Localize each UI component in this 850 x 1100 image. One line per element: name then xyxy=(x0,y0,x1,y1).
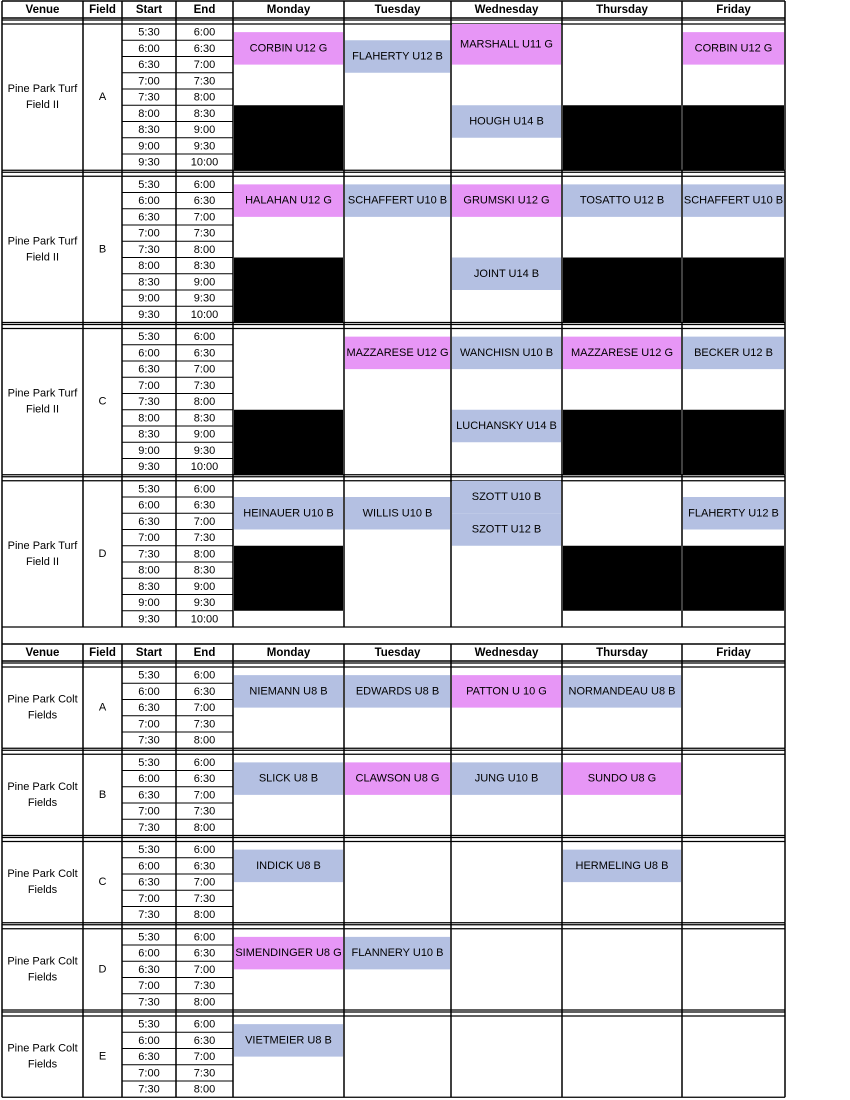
end-time: 10:00 xyxy=(190,156,219,169)
end-time: 7:00 xyxy=(193,963,216,976)
end-time: 6:30 xyxy=(193,773,216,786)
reservation-label: NORMANDEAU U8 B xyxy=(568,685,676,698)
reservation-label: JUNG U10 B xyxy=(474,772,539,785)
start-time: 7:00 xyxy=(138,75,160,88)
end-time: 8:00 xyxy=(193,396,216,409)
column-header-monday: Monday xyxy=(266,4,311,16)
field-letter: D xyxy=(98,963,107,976)
start-time: 7:00 xyxy=(138,892,160,905)
field-letter: E xyxy=(98,1050,107,1063)
field-letter: B xyxy=(98,788,107,801)
start-time: 7:30 xyxy=(138,91,160,104)
reservation-label: WILLIS U10 B xyxy=(362,507,433,520)
end-time: 8:00 xyxy=(193,1083,216,1096)
start-time: 9:30 xyxy=(138,156,160,169)
end-time: 9:30 xyxy=(193,597,216,610)
end-time: 6:00 xyxy=(193,844,216,857)
reservation-label: FLANNERY U10 B xyxy=(351,947,444,960)
end-time: 7:00 xyxy=(193,59,216,72)
end-time: 6:30 xyxy=(193,42,216,55)
start-time: 6:00 xyxy=(138,42,160,55)
start-time: 6:30 xyxy=(138,211,160,224)
start-time: 6:30 xyxy=(138,963,160,976)
blocked-slot xyxy=(683,546,784,611)
blocked-slot xyxy=(234,105,343,170)
column-header-friday: Friday xyxy=(716,4,751,16)
start-time: 9:30 xyxy=(138,308,160,321)
venue-name: Pine Park Colt xyxy=(7,955,78,968)
venue-name: Field II xyxy=(25,251,60,264)
field-letter: C xyxy=(98,876,107,889)
reservation-label: GRUMSKI U12 G xyxy=(463,194,550,207)
start-time: 5:30 xyxy=(138,669,160,682)
end-time: 9:00 xyxy=(193,276,216,289)
reservation-label: HOUGH U14 B xyxy=(469,115,544,128)
reservation-label: MARSHALL U11 G xyxy=(460,38,553,51)
venue-name: Pine Park Colt xyxy=(7,868,78,881)
reservation-label: SCHAFFERT U10 B xyxy=(683,194,784,207)
start-time: 7:00 xyxy=(138,379,160,392)
end-time: 8:00 xyxy=(193,91,216,104)
reservation-label: HEINAUER U10 B xyxy=(243,507,334,520)
reservation-label: JOINT U14 B xyxy=(473,267,540,280)
end-time: 9:00 xyxy=(193,580,216,593)
reservation-label: VIETMEIER U8 B xyxy=(245,1034,332,1047)
end-time: 7:30 xyxy=(193,892,216,905)
end-time: 7:30 xyxy=(193,718,216,731)
start-time: 9:00 xyxy=(138,140,160,153)
start-time: 8:00 xyxy=(138,260,160,273)
start-time: 8:30 xyxy=(138,580,160,593)
end-time: 6:00 xyxy=(193,26,216,39)
blocked-slot xyxy=(234,410,343,475)
blocked-slot xyxy=(563,258,681,323)
start-time: 6:00 xyxy=(138,947,160,960)
column-header-wednesday: Wednesday xyxy=(474,647,539,659)
end-time: 8:30 xyxy=(193,260,216,273)
end-time: 6:00 xyxy=(193,931,216,944)
column-header-venue: Venue xyxy=(25,4,60,16)
start-time: 6:00 xyxy=(138,499,160,512)
reservation-label: INDICK U8 B xyxy=(256,859,321,872)
start-time: 6:30 xyxy=(138,363,160,376)
field-letter: A xyxy=(98,701,107,714)
venue-name: Pine Park Turf xyxy=(7,539,78,552)
reservation-label: NIEMANN U8 B xyxy=(249,685,328,698)
end-time: 7:00 xyxy=(193,515,216,528)
start-time: 7:00 xyxy=(138,227,160,240)
start-time: 7:00 xyxy=(138,718,160,731)
end-time: 9:30 xyxy=(193,444,216,457)
end-time: 7:30 xyxy=(193,379,216,392)
venue-name: Pine Park Colt xyxy=(7,693,78,706)
blocked-slot xyxy=(683,258,784,323)
start-time: 7:30 xyxy=(138,396,160,409)
start-time: 7:30 xyxy=(138,548,160,561)
start-time: 6:30 xyxy=(138,515,160,528)
end-time: 9:30 xyxy=(193,292,216,305)
start-time: 5:30 xyxy=(138,483,160,496)
start-time: 5:30 xyxy=(138,178,160,191)
reservation-label: SZOTT U10 B xyxy=(471,491,542,503)
blocked-slot xyxy=(563,546,681,611)
end-time: 7:00 xyxy=(193,1051,216,1064)
column-header-monday: Monday xyxy=(266,647,311,659)
start-time: 5:30 xyxy=(138,1018,160,1031)
column-header-wednesday: Wednesday xyxy=(474,4,539,16)
start-time: 8:30 xyxy=(138,428,160,441)
start-time: 7:00 xyxy=(138,1067,160,1080)
venue-name: Field II xyxy=(25,555,60,568)
start-time: 6:00 xyxy=(138,860,160,873)
venue-name: Field II xyxy=(25,403,60,416)
end-time: 7:30 xyxy=(193,75,216,88)
end-time: 6:00 xyxy=(193,756,216,769)
end-time: 8:30 xyxy=(193,412,216,425)
venue-name: Pine Park Turf xyxy=(7,83,78,96)
reservation-label: FLAHERTY U12 B xyxy=(688,507,779,520)
start-time: 7:30 xyxy=(138,243,160,256)
end-time: 8:00 xyxy=(193,734,216,747)
start-time: 7:30 xyxy=(138,996,160,1009)
start-time: 6:30 xyxy=(138,702,160,715)
reservation-label: MAZZARESE U12 G xyxy=(346,346,449,359)
start-time: 6:00 xyxy=(138,347,160,360)
reservation-label: WANCHISN U10 B xyxy=(459,346,554,359)
reservation-label: SLICK U8 B xyxy=(258,772,319,785)
start-time: 5:30 xyxy=(138,844,160,857)
start-time: 7:30 xyxy=(138,909,160,922)
end-time: 6:00 xyxy=(193,483,216,496)
column-header-friday: Friday xyxy=(716,647,751,659)
venue-name: Fields xyxy=(27,971,58,984)
reservation-label: LUCHANSKY U14 B xyxy=(456,420,557,432)
reservation-label: EDWARDS U8 B xyxy=(355,685,440,698)
venue-name: Pine Park Turf xyxy=(7,387,78,400)
end-time: 6:30 xyxy=(193,860,216,873)
start-time: 9:00 xyxy=(138,292,160,305)
end-time: 7:30 xyxy=(193,532,216,545)
column-header-thursday: Thursday xyxy=(596,4,648,16)
venue-name: Pine Park Colt xyxy=(7,1042,78,1055)
start-time: 7:30 xyxy=(138,734,160,747)
reservation-label: SIMENDINGER U8 G xyxy=(235,947,342,960)
end-time: 7:30 xyxy=(193,805,216,818)
reservation-label: HALAHAN U12 G xyxy=(245,194,332,207)
reservation-label: CORBIN U12 G xyxy=(249,42,328,55)
venue-name: Fields xyxy=(27,796,58,809)
end-time: 8:00 xyxy=(193,996,216,1009)
start-time: 8:00 xyxy=(138,564,160,577)
field-letter: B xyxy=(98,243,107,256)
start-time: 7:30 xyxy=(138,1083,160,1096)
end-time: 6:30 xyxy=(193,685,216,698)
column-header-start: Start xyxy=(135,4,163,16)
start-time: 6:00 xyxy=(138,195,160,208)
blocked-slot xyxy=(234,546,343,611)
start-time: 9:00 xyxy=(138,597,160,610)
end-time: 10:00 xyxy=(190,308,219,321)
end-time: 10:00 xyxy=(190,461,219,474)
start-time: 7:30 xyxy=(138,821,160,834)
reservation-label: PATTON U 10 G xyxy=(466,685,547,698)
start-time: 6:00 xyxy=(138,1034,160,1047)
end-time: 7:30 xyxy=(193,1067,216,1080)
end-time: 6:30 xyxy=(193,195,216,208)
column-header-end: End xyxy=(193,4,216,16)
start-time: 6:00 xyxy=(138,773,160,786)
reservation-label: HERMELING U8 B xyxy=(575,859,669,872)
venue-name: Field II xyxy=(25,99,60,112)
start-time: 7:00 xyxy=(138,532,160,545)
reservation-label: MAZZARESE U12 G xyxy=(570,346,674,359)
start-time: 7:00 xyxy=(138,805,160,818)
column-header-field: Field xyxy=(89,4,116,16)
end-time: 6:30 xyxy=(193,499,216,512)
start-time: 8:30 xyxy=(138,124,160,137)
reservation-label: CLAWSON U8 G xyxy=(355,772,440,785)
end-time: 7:00 xyxy=(193,876,216,889)
start-time: 8:00 xyxy=(138,412,160,425)
start-time: 5:30 xyxy=(138,756,160,769)
end-time: 6:30 xyxy=(193,947,216,960)
end-time: 7:00 xyxy=(193,363,216,376)
blocked-slot xyxy=(683,410,784,475)
reservation-label: BECKER U12 B xyxy=(694,346,773,359)
start-time: 6:30 xyxy=(138,1051,160,1064)
reservation-label: SCHAFFERT U10 B xyxy=(347,194,448,207)
end-time: 7:30 xyxy=(193,227,216,240)
venue-name: Pine Park Turf xyxy=(7,235,78,248)
blocked-slot xyxy=(563,410,681,475)
end-time: 7:00 xyxy=(193,702,216,715)
column-header-field: Field xyxy=(89,647,116,659)
end-time: 6:00 xyxy=(193,178,216,191)
column-header-thursday: Thursday xyxy=(596,647,648,659)
start-time: 9:30 xyxy=(138,461,160,474)
end-time: 7:30 xyxy=(193,980,216,993)
venue-name: Fields xyxy=(27,709,58,722)
start-time: 5:30 xyxy=(138,931,160,944)
start-time: 9:00 xyxy=(138,444,160,457)
end-time: 8:00 xyxy=(193,243,216,256)
reservation-label: SUNDO U8 G xyxy=(587,772,657,785)
start-time: 8:30 xyxy=(138,276,160,289)
start-time: 9:30 xyxy=(138,613,160,626)
column-header-end: End xyxy=(193,647,216,659)
end-time: 8:30 xyxy=(193,564,216,577)
start-time: 6:30 xyxy=(138,59,160,72)
field-letter: A xyxy=(98,91,107,104)
end-time: 6:00 xyxy=(193,669,216,682)
column-header-venue: Venue xyxy=(25,647,60,659)
end-time: 7:00 xyxy=(193,789,216,802)
end-time: 8:30 xyxy=(193,107,216,120)
start-time: 5:30 xyxy=(138,331,160,344)
column-header-tuesday: Tuesday xyxy=(374,647,421,659)
end-time: 10:00 xyxy=(190,613,219,626)
venue-name: Fields xyxy=(27,1058,58,1071)
column-header-tuesday: Tuesday xyxy=(374,4,421,16)
reservation-label: CORBIN U12 G xyxy=(694,42,773,55)
venue-name: Pine Park Colt xyxy=(7,780,78,793)
end-time: 8:00 xyxy=(193,909,216,922)
start-time: 6:30 xyxy=(138,789,160,802)
end-time: 6:30 xyxy=(193,1034,216,1047)
end-time: 9:30 xyxy=(193,140,216,153)
reservation-label: FLAHERTY U12 B xyxy=(352,50,443,63)
field-letter: C xyxy=(98,395,107,408)
start-time: 8:00 xyxy=(138,107,160,120)
end-time: 6:30 xyxy=(193,347,216,360)
blocked-slot xyxy=(563,105,681,170)
end-time: 8:00 xyxy=(193,548,216,561)
end-time: 9:00 xyxy=(193,428,216,441)
reservation-label: SZOTT U12 B xyxy=(471,523,542,536)
start-time: 5:30 xyxy=(138,26,160,39)
end-time: 6:00 xyxy=(193,331,216,344)
end-time: 7:00 xyxy=(193,211,216,224)
start-time: 6:30 xyxy=(138,876,160,889)
blocked-slot xyxy=(234,258,343,323)
end-time: 6:00 xyxy=(193,1018,216,1031)
column-header-start: Start xyxy=(135,647,163,659)
end-time: 8:00 xyxy=(193,821,216,834)
venue-name: Fields xyxy=(27,884,58,897)
end-time: 9:00 xyxy=(193,124,216,137)
reservation-label: TOSATTO U12 B xyxy=(579,194,665,207)
blocked-slot xyxy=(683,105,784,170)
field-letter: D xyxy=(98,547,107,560)
start-time: 7:00 xyxy=(138,980,160,993)
start-time: 6:00 xyxy=(138,685,160,698)
